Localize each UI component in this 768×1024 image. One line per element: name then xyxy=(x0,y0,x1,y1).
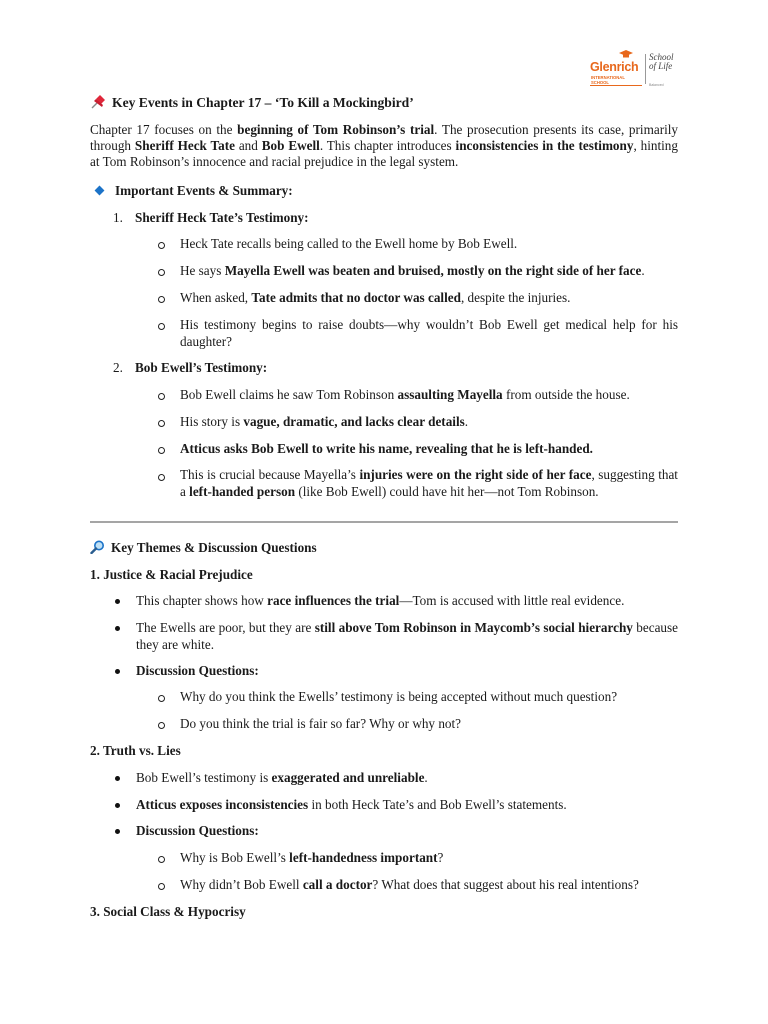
circle-bullet-icon xyxy=(158,420,165,427)
theme2-title: 2. Truth vs. Lies xyxy=(90,743,181,758)
intro-text-5: , hinting at Tom Robinson’s innocence and racial prejudice in the legal system. xyxy=(90,138,678,170)
logo-tagline-1: School xyxy=(649,52,674,62)
section2-bullet-3 xyxy=(180,441,593,458)
logo-tagline-2: of Life xyxy=(649,61,673,71)
section2-bullet-2 xyxy=(180,414,468,431)
theme1-question-1: Why do you think the Ewells’ testimony is being accepted without much question? xyxy=(180,689,618,704)
t1b1-text-1: This chapter shows how xyxy=(136,593,268,608)
t2b1-text-2: . xyxy=(424,770,428,785)
s1b2-text-1: He says xyxy=(180,263,225,278)
bullet-dot-icon xyxy=(115,803,120,808)
pushpin-icon xyxy=(90,95,106,109)
section2-bullet-1 xyxy=(180,387,630,404)
s1b3-bold: Tate admits that no doctor was called xyxy=(251,290,461,305)
section1-bullet-4: His testimony begins to raise doubts—why wouldn’t Bob Ewell get medical help for his daughter? xyxy=(180,317,678,349)
events-heading-text: Important Events & Summary: xyxy=(115,183,293,198)
theme3-heading xyxy=(90,904,246,920)
s1b3-text-2: , despite the injuries. xyxy=(460,290,571,305)
themes-heading-text: Key Themes & Discussion Questions xyxy=(111,540,317,555)
t2b2-bold: Atticus exposes inconsistencies xyxy=(136,797,309,812)
logo-underline xyxy=(590,85,642,86)
theme2-question-1 xyxy=(180,850,443,867)
section1-bullet-2 xyxy=(180,263,645,280)
section1-bullet-1: Heck Tate recalls being called to the Ewell home by Bob Ewell. xyxy=(180,236,518,251)
circle-bullet-icon xyxy=(158,474,165,481)
section-divider xyxy=(90,521,678,523)
intro-text-4: . This chapter introduces xyxy=(319,138,456,154)
theme2-bullet-1 xyxy=(136,770,428,787)
diamond-bullet-icon xyxy=(95,186,105,196)
theme1-heading xyxy=(90,567,253,583)
s2b1-text-2: from outside the house. xyxy=(502,387,630,402)
s2b4-text-2: , suggesting that a xyxy=(180,467,678,499)
theme2-question-2 xyxy=(180,877,639,894)
s2b3-bold: Atticus asks Bob Ewell to write his name, revealing that he is left-handed. xyxy=(180,441,593,456)
t2b2-text-1: in both Heck Tate’s and Bob Ewell’s statements. xyxy=(308,797,567,812)
logo-tagline-small: Balanced xyxy=(649,83,664,87)
bullet-dot-icon xyxy=(115,626,120,631)
section2-title: Bob Ewell’s Testimony: xyxy=(135,360,268,375)
circle-bullet-icon xyxy=(158,296,165,303)
circle-bullet-icon xyxy=(158,242,165,249)
t1b2-text-2: because they are white. xyxy=(136,620,678,652)
theme2-bullet-2 xyxy=(136,797,567,814)
s2b2-text-1: His story is xyxy=(180,414,244,429)
graduation-cap-icon xyxy=(619,50,633,60)
circle-bullet-icon xyxy=(158,447,165,454)
s2b4-text-1: This is crucial because Mayella’s xyxy=(180,467,360,482)
themes-heading xyxy=(90,540,317,556)
logo-divider xyxy=(645,54,646,84)
t1-dq-bold: Discussion Questions: xyxy=(136,663,259,678)
theme1-title: 1. Justice & Racial Prejudice xyxy=(90,567,253,582)
intro-text-3: and xyxy=(234,138,262,154)
theme3-title: 3. Social Class & Hypocrisy xyxy=(90,904,246,919)
s1b2-text-2: . xyxy=(641,263,645,278)
s2b4-bold-1: injuries were on the right side of her face xyxy=(359,467,592,482)
s1b2-bold: Mayella Ewell was beaten and bruised, mostly on the right side of her face xyxy=(224,263,642,278)
theme2-heading xyxy=(90,743,181,759)
section2-heading xyxy=(113,360,267,376)
s1b3-text-1: When asked, xyxy=(180,290,252,305)
section1-bullet-3 xyxy=(180,290,570,307)
section2-number: 2. xyxy=(113,360,123,375)
bullet-dot-icon xyxy=(115,669,120,674)
theme1-question-2: Do you think the trial is fair so far? Why or why not? xyxy=(180,716,462,731)
s2b1-text-1: Bob Ewell claims he saw Tom Robinson xyxy=(180,387,398,402)
magnifying-glass-icon xyxy=(90,540,105,554)
t2q1-text-2: ? xyxy=(437,850,444,865)
intro-text-2: . The prosecution presents its case, primarily through xyxy=(90,122,679,154)
section1-title: Sheriff Heck Tate’s Testimony: xyxy=(135,210,309,225)
s2b1-bold: assaulting Mayella xyxy=(397,387,503,402)
s2b4-text-3: (like Bob Ewell) could have hit her—not Tom Robinson. xyxy=(295,483,599,499)
t1b1-bold: race influences the trial xyxy=(267,593,400,608)
logo-subtitle: INTERNATIONAL SCHOOL xyxy=(591,75,625,85)
intro-bold-4: inconsistencies in the testimony xyxy=(455,138,634,154)
intro-bold-1: beginning of Tom Robinson’s trial xyxy=(237,122,435,137)
intro-paragraph xyxy=(90,122,678,171)
t2-dq-bold: Discussion Questions: xyxy=(136,823,259,838)
theme1-bullet-2 xyxy=(136,620,678,653)
intro-bold-3: Bob Ewell xyxy=(261,138,320,154)
t1b1-text-2: —Tom is accused with little real evidence. xyxy=(399,593,625,608)
theme1-bullet-1 xyxy=(136,593,624,610)
circle-bullet-icon xyxy=(158,323,165,330)
t2b1-bold: exaggerated and unreliable xyxy=(271,770,425,785)
t2q2-bold: call a doctor xyxy=(302,877,373,892)
section2-bullet-4 xyxy=(180,467,678,500)
school-logo xyxy=(590,50,682,90)
intro-text-1: Chapter 17 focuses on the xyxy=(90,122,238,137)
logo-brand: Glenrich xyxy=(590,60,639,74)
section1-number: 1. xyxy=(113,210,123,225)
theme2-dq-label xyxy=(136,823,259,840)
bullet-dot-icon xyxy=(115,776,120,781)
circle-bullet-icon xyxy=(158,856,165,863)
t2q2-text-1: Why didn’t Bob Ewell xyxy=(180,877,303,892)
t1b2-text-1: The Ewells are poor, but they are xyxy=(136,620,315,635)
t2q1-text-1: Why is Bob Ewell’s xyxy=(180,850,290,865)
circle-bullet-icon xyxy=(158,722,165,729)
t2q2-text-2: ? What does that suggest about his real intentions? xyxy=(372,877,639,892)
events-heading xyxy=(96,183,293,199)
s2b2-bold: vague, dramatic, and lacks clear details xyxy=(243,414,465,429)
theme1-dq-label xyxy=(136,663,259,680)
circle-bullet-icon xyxy=(158,883,165,890)
logo-tagline xyxy=(649,53,674,71)
bullet-dot-icon xyxy=(115,599,120,604)
t1b2-bold: still above Tom Robinson in Maycomb’s social hierarchy xyxy=(314,620,633,635)
bullet-dot-icon xyxy=(115,829,120,834)
section1-heading xyxy=(113,210,309,226)
circle-bullet-icon xyxy=(158,393,165,400)
s2b4-bold-2: left-handed person xyxy=(189,483,296,499)
s2b2-text-2: . xyxy=(464,414,469,429)
intro-bold-2: Sheriff Heck Tate xyxy=(134,138,235,154)
title-text: Key Events in Chapter 17 – ‘To Kill a Mockingbird’ xyxy=(112,95,414,110)
t2q1-bold: left-handedness important xyxy=(289,850,438,865)
page-title xyxy=(90,95,414,111)
circle-bullet-icon xyxy=(158,695,165,702)
circle-bullet-icon xyxy=(158,269,165,276)
t2b1-text-1: Bob Ewell’s testimony is xyxy=(136,770,272,785)
